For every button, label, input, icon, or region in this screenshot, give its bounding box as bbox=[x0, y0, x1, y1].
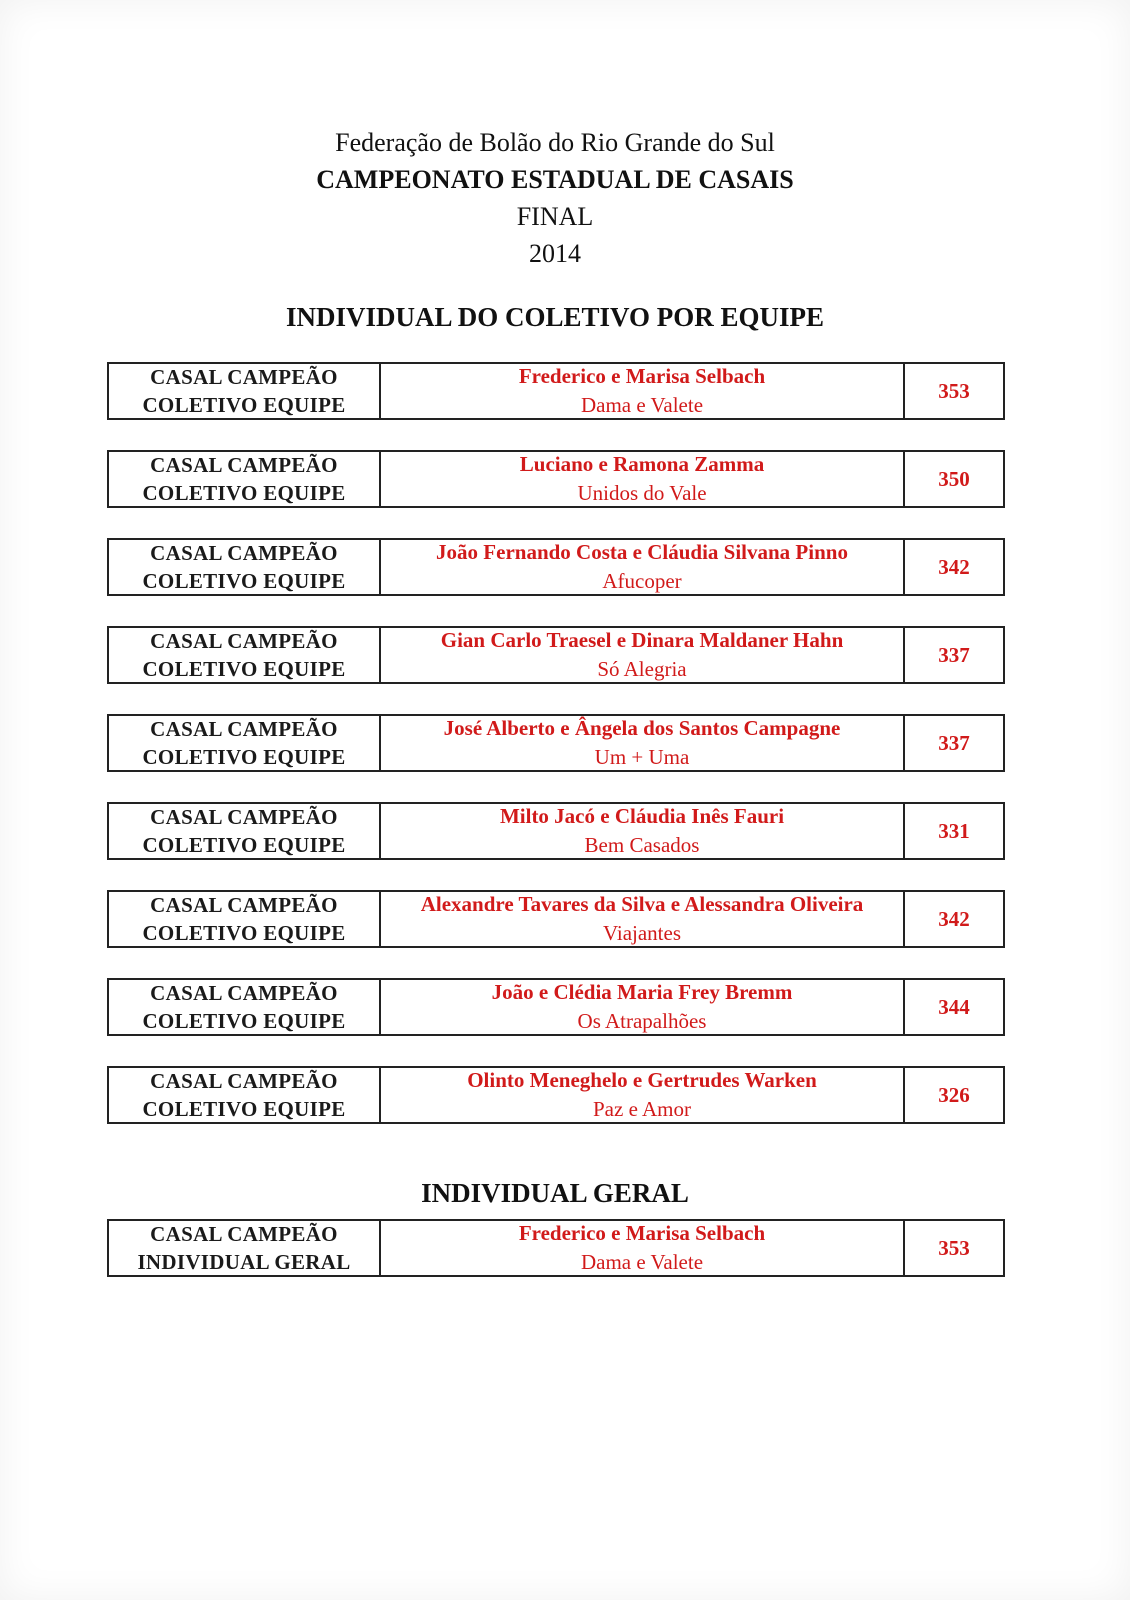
score-cell: 326 bbox=[938, 1082, 970, 1107]
score-cell: 353 bbox=[938, 378, 970, 403]
team-name: Afucoper bbox=[602, 569, 682, 593]
couple-cell bbox=[381, 716, 905, 770]
row-label bbox=[109, 1068, 381, 1122]
result-row bbox=[107, 626, 1005, 684]
result-row bbox=[107, 714, 1005, 772]
row-label-line2: COLETIVO EQUIPE bbox=[142, 745, 346, 769]
row-label bbox=[109, 1221, 381, 1275]
team-name: Unidos do Vale bbox=[577, 481, 707, 505]
result-row bbox=[107, 450, 1005, 508]
year-label: 2014 bbox=[529, 239, 581, 268]
row-label-line1: CASAL CAMPEÃO bbox=[150, 1222, 338, 1246]
couple-cell bbox=[381, 628, 905, 682]
couple-cell bbox=[381, 364, 905, 418]
couple-names: Frederico e Marisa Selbach bbox=[518, 1221, 766, 1245]
team-name: Os Atrapalhões bbox=[577, 1009, 707, 1033]
couple-cell bbox=[381, 980, 905, 1034]
couple-names: João e Clédia Maria Frey Bremm bbox=[491, 980, 793, 1004]
couple-cell bbox=[381, 804, 905, 858]
row-label-line2: COLETIVO EQUIPE bbox=[142, 393, 346, 417]
row-label bbox=[109, 452, 381, 506]
score-cell: 344 bbox=[938, 994, 970, 1019]
score-cell: 331 bbox=[938, 818, 970, 843]
row-label-line2: COLETIVO EQUIPE bbox=[142, 481, 346, 505]
result-row bbox=[107, 538, 1005, 596]
row-label bbox=[109, 716, 381, 770]
team-name: Paz e Amor bbox=[593, 1097, 691, 1121]
couple-names: José Alberto e Ângela dos Santos Campagne bbox=[443, 716, 841, 740]
couple-names: João Fernando Costa e Cláudia Silvana Pinno bbox=[436, 540, 848, 564]
team-name: Um + Uma bbox=[594, 745, 690, 769]
score-cell: 353 bbox=[938, 1235, 970, 1260]
couple-cell bbox=[381, 1221, 905, 1275]
row-label-line1: CASAL CAMPEÃO bbox=[150, 453, 338, 477]
team-name: Dama e Valete bbox=[580, 393, 704, 417]
team-name: Bem Casados bbox=[584, 833, 700, 857]
score-cell: 337 bbox=[938, 642, 970, 667]
couple-names: Alexandre Tavares da Silva e Alessandra Oliveira bbox=[420, 892, 864, 916]
score-cell: 350 bbox=[938, 466, 970, 491]
row-label-line2: COLETIVO EQUIPE bbox=[142, 569, 346, 593]
couple-names: Milto Jacó e Cláudia Inês Fauri bbox=[499, 804, 785, 828]
federation-name: Federação de Bolão do Rio Grande do Sul bbox=[335, 128, 775, 157]
couple-names: Luciano e Ramona Zamma bbox=[519, 452, 765, 476]
row-label-line2: COLETIVO EQUIPE bbox=[142, 1097, 346, 1121]
score-cell: 337 bbox=[938, 730, 970, 755]
document-header bbox=[0, 124, 1110, 272]
team-name: Viajantes bbox=[602, 921, 682, 945]
row-label-line2: COLETIVO EQUIPE bbox=[142, 657, 346, 681]
result-row bbox=[107, 362, 1005, 420]
row-label bbox=[109, 804, 381, 858]
section-title-team: INDIVIDUAL DO COLETIVO POR EQUIPE bbox=[285, 302, 825, 332]
section-title-general: INDIVIDUAL GERAL bbox=[421, 1178, 689, 1208]
couple-names: Frederico e Marisa Selbach bbox=[518, 364, 766, 388]
couple-cell bbox=[381, 540, 905, 594]
row-label bbox=[109, 364, 381, 418]
row-label bbox=[109, 628, 381, 682]
couple-cell bbox=[381, 452, 905, 506]
row-label-line1: CASAL CAMPEÃO bbox=[150, 629, 338, 653]
result-row bbox=[107, 978, 1005, 1036]
row-label-line1: CASAL CAMPEÃO bbox=[150, 365, 338, 389]
row-label-line2: INDIVIDUAL GERAL bbox=[137, 1250, 351, 1274]
row-label-line1: CASAL CAMPEÃO bbox=[150, 805, 338, 829]
row-label-line2: COLETIVO EQUIPE bbox=[142, 833, 346, 857]
stage-label: FINAL bbox=[516, 202, 594, 231]
row-label-line1: CASAL CAMPEÃO bbox=[150, 717, 338, 741]
row-label bbox=[109, 980, 381, 1034]
row-label-line1: CASAL CAMPEÃO bbox=[150, 893, 338, 917]
row-label bbox=[109, 892, 381, 946]
couple-names: Olinto Meneghelo e Gertrudes Warken bbox=[467, 1068, 817, 1092]
row-label bbox=[109, 540, 381, 594]
couple-names: Gian Carlo Traesel e Dinara Maldaner Hahn bbox=[440, 628, 844, 652]
result-row-general bbox=[107, 1219, 1005, 1277]
couple-cell bbox=[381, 892, 905, 946]
row-label-line1: CASAL CAMPEÃO bbox=[150, 541, 338, 565]
score-cell: 342 bbox=[938, 906, 970, 931]
score-cell: 342 bbox=[938, 554, 970, 579]
row-label-line1: CASAL CAMPEÃO bbox=[150, 981, 338, 1005]
team-name: Só Alegria bbox=[597, 657, 687, 681]
championship-title: CAMPEONATO ESTADUAL DE CASAIS bbox=[316, 165, 794, 194]
result-row bbox=[107, 890, 1005, 948]
team-name: Dama e Valete bbox=[580, 1250, 704, 1274]
result-row bbox=[107, 1066, 1005, 1124]
row-label-line1: CASAL CAMPEÃO bbox=[150, 1069, 338, 1093]
couple-cell bbox=[381, 1068, 905, 1122]
row-label-line2: COLETIVO EQUIPE bbox=[142, 1009, 346, 1033]
result-row bbox=[107, 802, 1005, 860]
row-label-line2: COLETIVO EQUIPE bbox=[142, 921, 346, 945]
